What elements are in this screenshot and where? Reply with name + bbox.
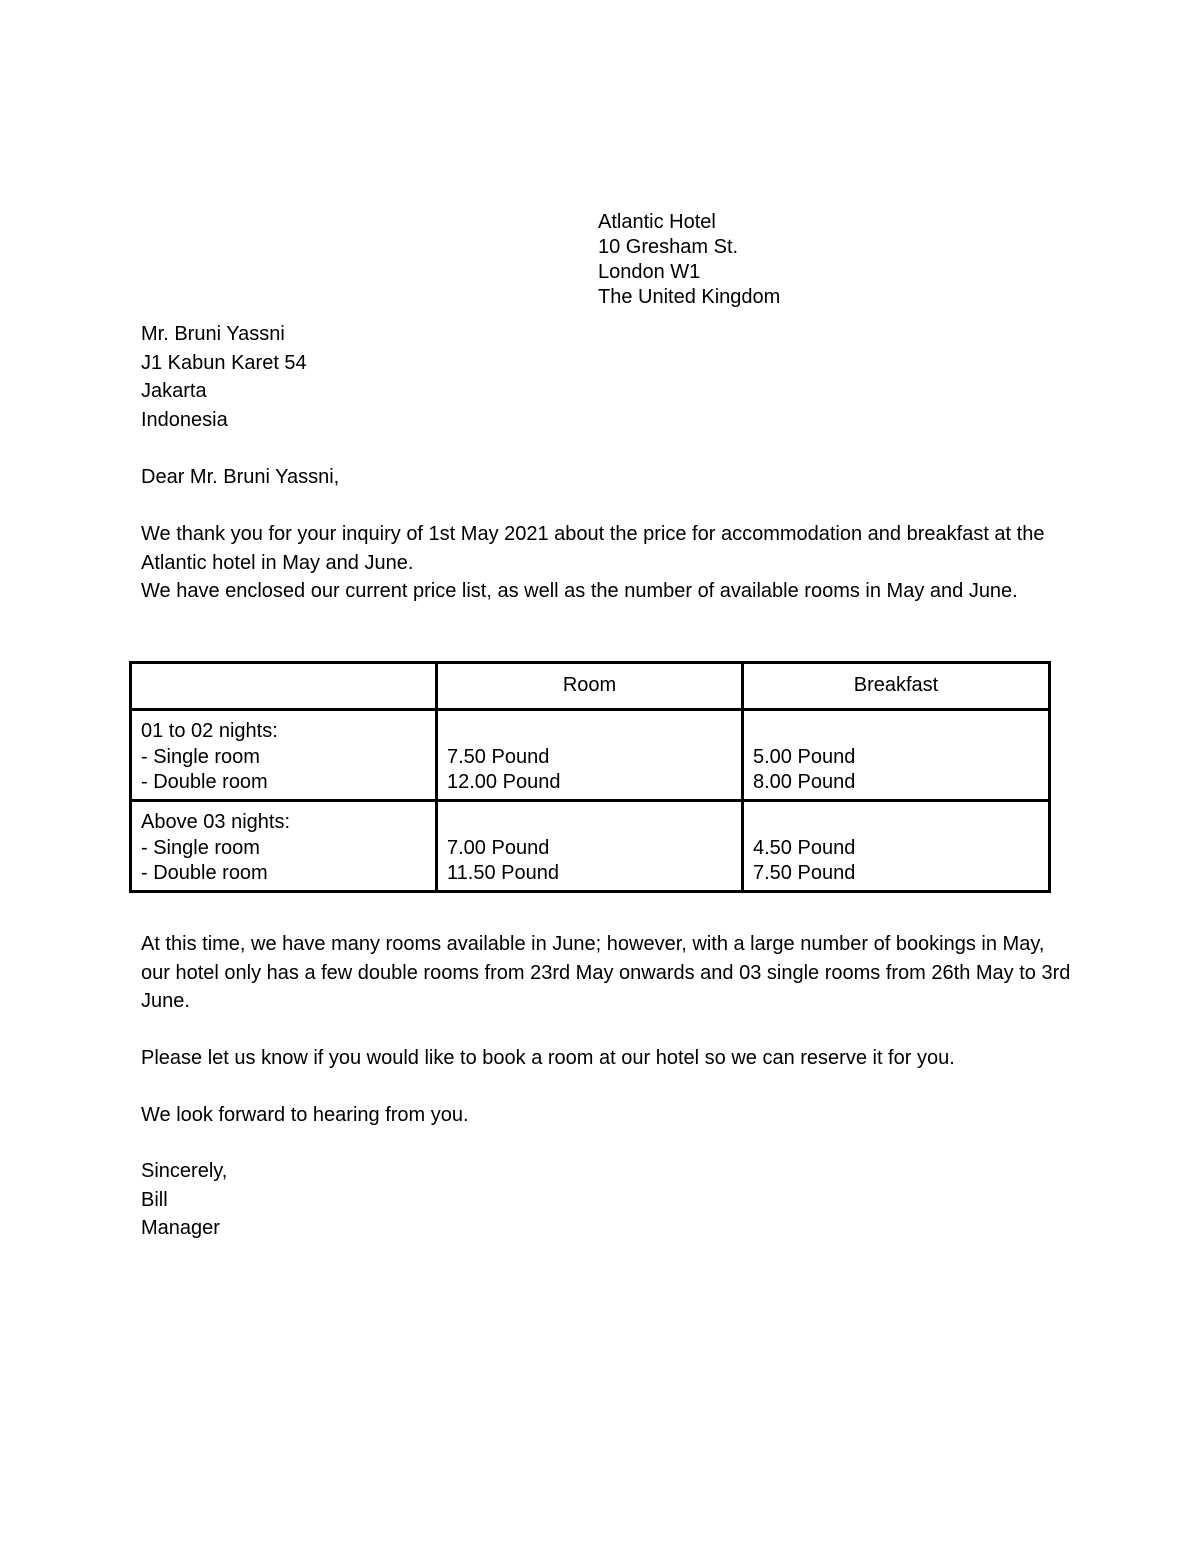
row-item: - Double room	[141, 862, 268, 884]
room-price: 12.00 Pound	[447, 771, 561, 793]
breakfast-price: 7.50 Pound	[753, 862, 856, 884]
recipient-country: Indonesia	[141, 408, 228, 431]
signer-title: Manager	[141, 1217, 220, 1239]
breakfast-price: 5.00 Pound	[753, 745, 856, 768]
table-cell-breakfast	[743, 710, 1050, 801]
signer-name: Bill	[141, 1188, 168, 1211]
table-cell-room	[437, 710, 743, 801]
closing-paragraph: Please let us know if you would like to book a room at our hotel so we can reserve it for you.	[141, 1047, 955, 1069]
table-header-cell: Breakfast	[743, 663, 1050, 710]
table-cell-breakfast	[743, 801, 1050, 892]
table-row	[131, 801, 1050, 892]
recipient-street: J1 Kabun Karet 54	[141, 351, 307, 374]
signature-block	[141, 1157, 227, 1243]
breakfast-price: 8.00 Pound	[753, 771, 856, 793]
row-label: Above 03 nights:	[141, 811, 290, 833]
table-cell-label	[131, 801, 437, 892]
sender-city: London W1	[598, 261, 701, 283]
intro-paragraph: We have enclosed our current price list, as well as the number of available rooms in May and June.	[141, 580, 1018, 602]
row-item: - Single room	[141, 745, 260, 768]
row-label: 01 to 02 nights:	[141, 720, 278, 742]
recipient-name: Mr. Bruni Yassni	[141, 323, 285, 345]
table-cell-label	[131, 710, 437, 801]
table-header-cell: Room	[437, 663, 743, 710]
room-price: 7.50 Pound	[447, 745, 550, 768]
intro-paragraph: We thank you for your inquiry of 1st May 2021 about the price for accommodation and breakfast at the Atlantic hotel in May and June.	[141, 523, 1045, 574]
recipient-address	[141, 320, 307, 434]
table-header-cell	[131, 663, 437, 710]
sender-country: The United Kingdom	[598, 286, 781, 308]
closing-paragraph: We look forward to hearing from you.	[141, 1104, 469, 1126]
salutation: Dear Mr. Bruni Yassni,	[141, 466, 340, 488]
table-header-row	[131, 663, 1050, 710]
closing-word: Sincerely,	[141, 1160, 228, 1182]
price-table	[129, 661, 1051, 893]
closing-paragraph: At this time, we have many rooms available in June; however, with a large number of bookings in May, our hotel only has a few double rooms from 23rd May onwards and 03 single rooms from 26th May to 3rd June.	[141, 933, 1071, 1012]
sender-address	[598, 210, 780, 310]
room-price: 7.00 Pound	[447, 836, 550, 859]
closing-text	[141, 930, 1071, 1158]
row-item: - Single room	[141, 836, 260, 859]
room-price: 11.50 Pound	[447, 862, 559, 884]
row-item: - Double room	[141, 771, 268, 793]
table-row	[131, 710, 1050, 801]
breakfast-price: 4.50 Pound	[753, 836, 856, 859]
intro-text	[141, 520, 1071, 606]
table-cell-room	[437, 801, 743, 892]
sender-street: 10 Gresham St.	[598, 236, 739, 258]
sender-name: Atlantic Hotel	[598, 211, 716, 233]
recipient-city: Jakarta	[141, 380, 207, 402]
